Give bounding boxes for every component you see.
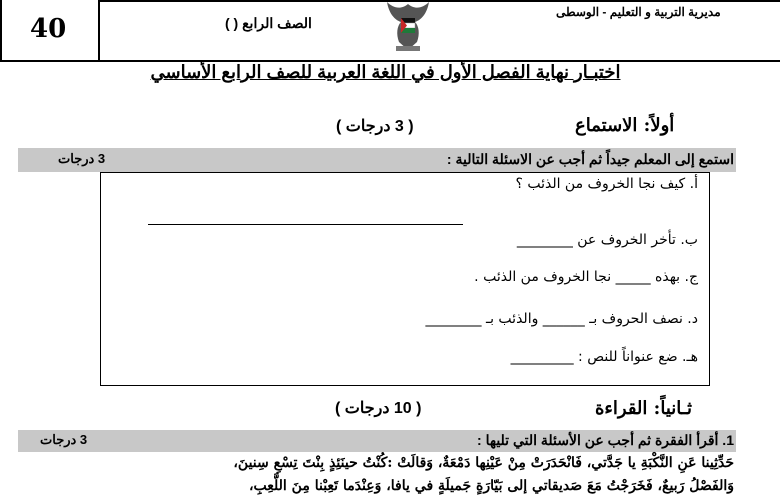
section-2-marks: ( 10 درجات ) — [335, 400, 422, 417]
question-a: أ. كيف نجا الخروف من الذئب ؟ — [515, 176, 698, 192]
directorate-name: مديرية التربية و التعليم - الوسطى — [556, 5, 721, 19]
section-1-heading: أولاً: الاستماع — [575, 115, 675, 136]
section-1-instruction: استمع إلى المعلم جيداً ثم أجب عن الاسئلة التالية : — [446, 151, 734, 167]
palestine-emblem-icon — [381, 0, 435, 54]
section-2-instruction-marks: 3 درجات — [40, 432, 88, 447]
grade-label: الصف الرابع ( ) — [225, 15, 312, 31]
total-score: 40 — [30, 14, 67, 44]
question-c: ج. بهذه _____ نجا الخروف من الذئب . — [474, 269, 698, 285]
section-2-heading: ثـانياً: القراءة — [595, 398, 693, 419]
passage-line: حَدِّثِينا عَنِ النَّكْبَةِ يا جَدَّتي، فَانْحَدَرَتْ مِنْ عَيْنِها دَمْعَةٌ، وَقالَتْ :كُنْتُ حينَئِذٍ بِنْتَ تِسْعِ سِنينَ، — [233, 455, 734, 471]
question-b: ب. تأخر الخروف عن ________ — [516, 232, 698, 248]
header-top-rule — [100, 0, 780, 2]
passage-line: وَالفَصْلُ رَبيعٌ، فَخَرَجْتُ مَعَ صَديقاتي إلى بَيّارَةٍ جَميلَةٍ في يافا، وَعِنْدَما تَعِبْنا مِنَ اللَّعِبِ، — [248, 478, 734, 494]
question-d: د. نصف الحروف بـ ______ والذئب بـ ________ — [425, 311, 698, 327]
question-e: هـ. ضع عنواناً للنص : _________ — [510, 349, 698, 365]
answer-line — [148, 224, 463, 225]
exam-title: اختبـار نهاية الفصل الأول في اللغة العربية للصف الرابع الأساسي — [150, 62, 621, 82]
section-1-instruction-marks: 3 درجات — [58, 151, 106, 166]
section-2-instruction: 1. أقرأ الفقرة ثم أجب عن الأسئلة التي تليها : — [477, 432, 734, 448]
section-1-marks: ( 3 درجات ) — [336, 118, 414, 135]
